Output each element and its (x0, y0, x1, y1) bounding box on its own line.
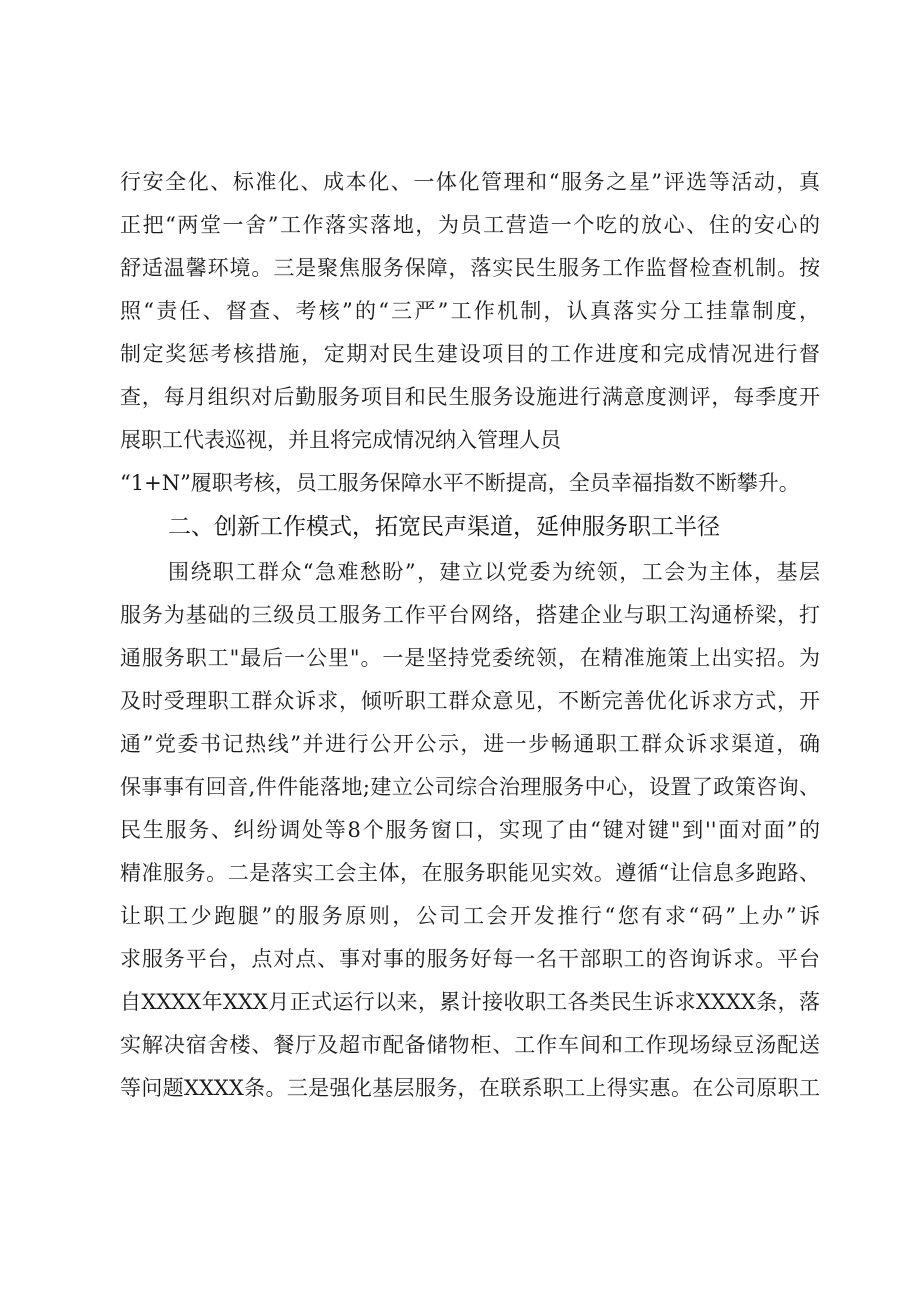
paragraph-line: 自XXXX年XXX月正式运行以来，累计接收职工各类民生诉求XXXX条，落 (120, 990, 820, 1014)
paragraph-line: 制定奖惩考核措施，定期对民生建设项目的工作进度和完成情况进行督 (120, 342, 820, 366)
paragraph-line: 行安全化、标准化、成本化、一体化管理和“服务之星”评选等活动，真 (120, 170, 820, 194)
paragraph-line: 通”党委书记热线”并进行公开公示，进一步畅通职工群众诉求渠道，确 (120, 732, 820, 756)
paragraph-line: 等问题XXXX条。三是强化基层服务，在联系职工上得实惠。在公司原职工 (120, 1076, 820, 1100)
paragraph-line: 舒适温馨环境。三是聚焦服务保障，落实民生服务工作监督检查机制。按 (120, 256, 820, 280)
paragraph-line: 及时受理职工群众诉求，倾听职工群众意见，不断完善优化诉求方式，开 (120, 689, 820, 713)
paragraph-line: “1+N”履职考核，员工服务保障水平不断提高，全员幸福指数不断攀升。 (120, 471, 800, 495)
paragraph-line: 通服务职工"最后一公里"。一是坚持党委统领，在精准施策上出实招。为 (120, 646, 820, 670)
paragraph-line: 查，每月组织对后勤服务项目和民生服务设施进行满意度测评，每季度开 (120, 385, 820, 409)
paragraph-line: 服务为基础的三级员工服务工作平台网络，搭建企业与职工沟通桥梁，打 (120, 603, 820, 627)
paragraph-line: 实解决宿舍楼、餐厅及超市配备储物柜、工作车间和工作现场绿豆汤配送 (120, 1033, 820, 1057)
paragraph-line: 求服务平台，点对点、事对事的服务好每一名干部职工的咨询诉求。平台 (120, 947, 820, 971)
paragraph-line: 民生服务、纠纷调处等8个服务窗口，实现了由“键对键"到''面对面”的 (120, 818, 820, 842)
paragraph-line: 精准服务。二是落实工会主体，在服务职能见实效。遵循“让信息多跑路、 (120, 861, 820, 885)
paragraph-line: 让职工少跑腿”的服务原则，公司工会开发推行“您有求“码”上办”诉 (120, 904, 820, 928)
paragraph-line: 照“责任、督查、考核”的“三严”工作机制，认真落实分工挂靠制度， (120, 299, 820, 323)
paragraph-line: 展职工代表巡视，并且将完成情况纳入管理人员 (120, 428, 561, 452)
paragraph-line: 保事事有回音,件件能落地;建立公司综合治理服务中心，设置了政策咨询、 (120, 775, 820, 799)
section-heading: 二、创新工作模式，拓宽民声渠道，延伸服务职工半径 (168, 514, 720, 540)
paragraph-line: 正把“两堂一舍”工作落实落地，为员工营造一个吃的放心、住的安心的 (120, 213, 820, 237)
paragraph-line: 围绕职工群众“急难愁盼”，建立以党委为统领，工会为主体，基层 (168, 560, 820, 584)
